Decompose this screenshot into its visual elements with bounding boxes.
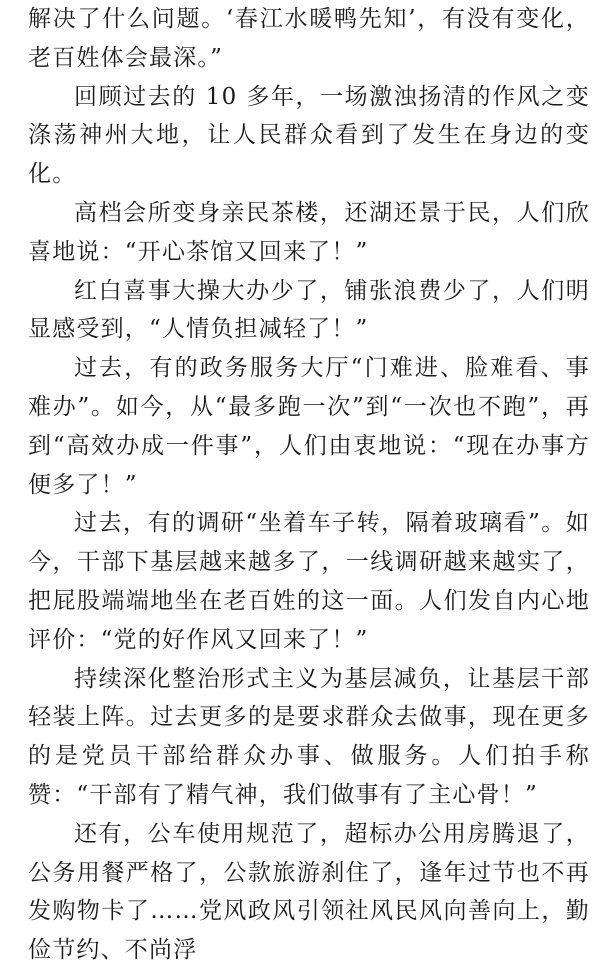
paragraph: 高档会所变身亲民茶楼，还湖还景于民，人们欣喜地说：“开心茶馆又回来了！”	[28, 199, 590, 265]
paragraph: 红白喜事大操大办少了，铺张浪费少了，人们明显感受到，“人情负担减轻了！”	[28, 277, 590, 343]
paragraph: 过去，有的调研“坐着车子转，隔着玻璃看”。如今，干部下基层越来越多了，一线调研越来越实了，把屁股端端地坐在老百姓的这一面。人们发自内心地评价：“党的好作风又回来了！”	[28, 510, 590, 653]
paragraph: 过去，有的政务服务大厅“门难进、脸难看、事难办”。如今，从“最多跑一次”到“一次也不跑”，再到“高效办成一件事”，人们由衷地说：“现在办事方便多了！”	[28, 355, 590, 498]
paragraph: 持续深化整治形式主义为基层减负，让基层干部轻装上阵。过去更多的是要求群众去做事，现在更多的是党员干部给群众办事、做服务。人们拍手称赞：“干部有了精气神，我们做事有了主心骨！”	[28, 665, 590, 808]
paragraph-continued: 解决了什么问题。‘春江水暖鸭先知’，有没有变化，老百姓体会最深。”	[28, 6, 590, 71]
paragraph: 回顾过去的 10 多年，一场激浊扬清的作风之变涤荡神州大地，让人民群众看到了发生在身边的变化。	[28, 83, 590, 188]
paragraph: 还有，公车使用规范了，超标办公用房腾退了，公务用餐严格了，公款旅游刹住了，逢年过节也不再发购物卡了……党风政风引领社风民风向善向上，勤俭节约、不尚浮	[28, 820, 590, 964]
